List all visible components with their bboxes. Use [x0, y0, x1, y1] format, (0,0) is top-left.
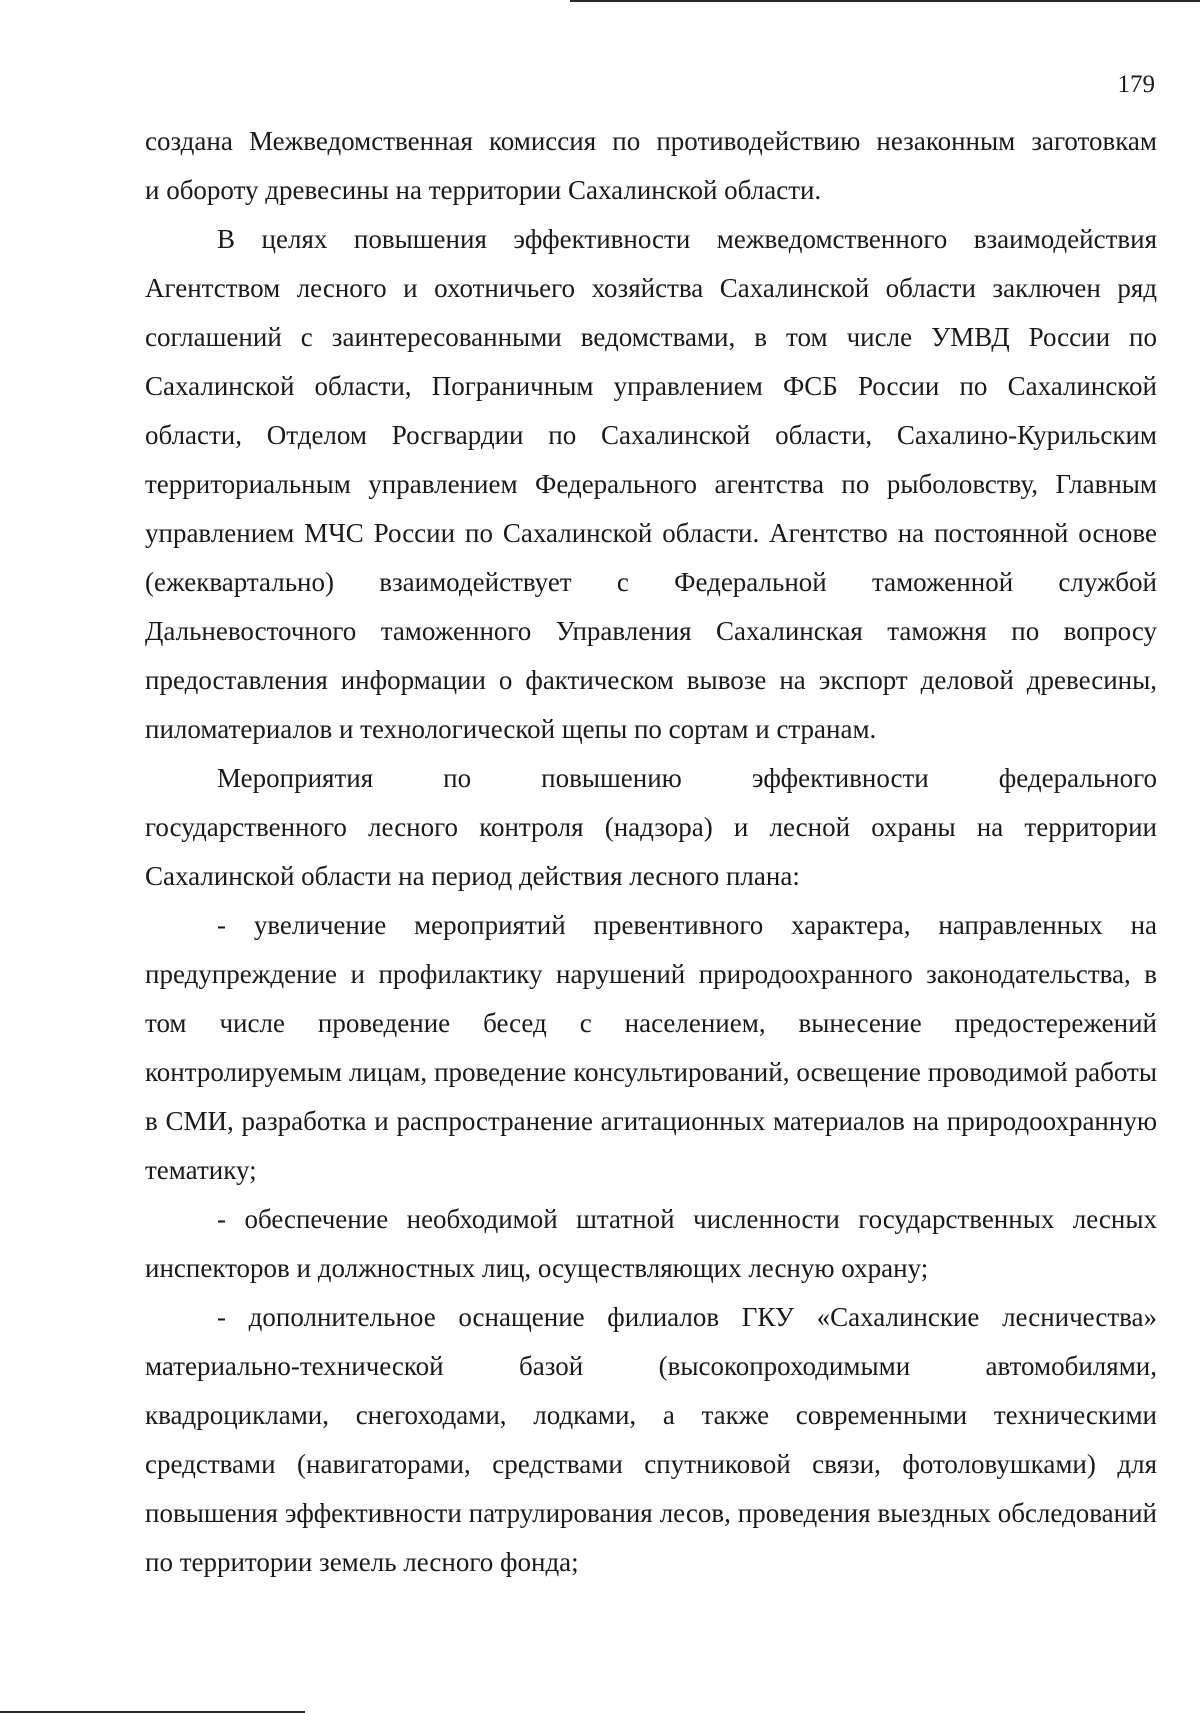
body-text [145, 117, 1157, 1587]
list-item-equipment-line-2: материально-технической базой (высокопроходимыми автомобилями, [145, 1351, 1157, 1381]
list-item-equipment-lead: - дополнительное оснащение филиалов ГКУ «Сахалинские лесничества» [217, 1302, 1157, 1332]
list-item-staffing: - обеспечение необходимой штатной численности государственных лесных инспекторов и должностных лиц, осуществляющих лесную охрану; [145, 1204, 1157, 1283]
paragraph-2: В целях повышения эффективности межведомственного взаимодействия Агентством лесного и охотничьего хозяйства Сахалинской области заключен ряд соглашений с заинтересованными ведомствами, в том числе УМВД России по Сахалинской области, Пограничным управлением ФСБ России по Сахалинской области, Отделом Росгвардии по Сахалинской области, Сахалино-Курильским территориальным управлением Федерального агентства по рыболовству, Главным управлением МЧС России по Сахалинской области. Агентство на постоянной основе (ежеквартально) взаимодействует с Федеральной таможенной службой Дальневосточного таможенного Управления Сахалинская таможня по вопросу предоставления информации о фактическом вывозе на экспорт деловой древесины, пиломатериалов и технологической щепы по сортам и странам. [145, 224, 1157, 744]
paragraph-1-lead: создана Межведомственная комиссия по противодействию незаконным заготовкам [145, 126, 1157, 156]
list-item-preventive-measures: - увеличение мероприятий превентивного характера, направленных на предупреждение и профилактику нарушений природоохранного законодательства, в том числе проведение бесед с населением, вынесение предостережений контролируемым лицам, проведение консультирований, освещение проводимой работы в СМИ, разработка и распространение агитационных материалов на природоохранную тематику; [145, 910, 1157, 1185]
paragraph-3-lead: Мероприятия по повышению эффективности федерального [217, 763, 1157, 793]
paragraph-1: и обороту древесины на территории Сахалинской области. [145, 175, 822, 205]
page-number: 179 [1117, 71, 1155, 98]
list-item-equipment: квадроциклами, снегоходами, лодками, а также современными техническими средствами (навигаторами, средствами спутниковой связи, фотоловушками) для повышения эффективности патрулирования лесов, проведения выездных обследований по территории земель лесного фонда; [145, 1400, 1157, 1577]
paragraph-3: государственного лесного контроля (надзора) и лесной охраны на территории Сахалинской области на период действия лесного плана: [145, 812, 1157, 891]
scan-edge-top [570, 0, 1200, 2]
